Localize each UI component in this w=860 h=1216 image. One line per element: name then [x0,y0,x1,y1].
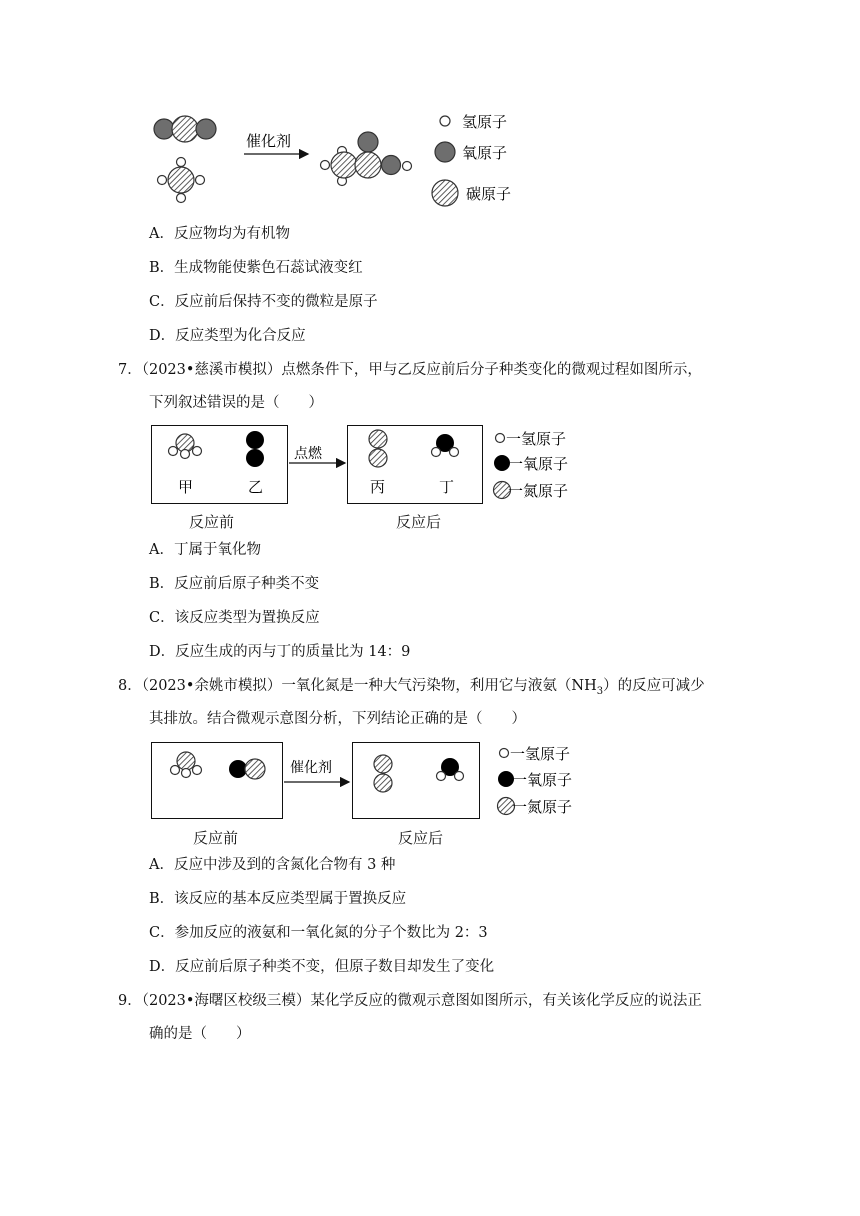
q8-option-a: A．反应中涉及到的含氮化合物有 3 种 [149,857,396,873]
oxygen-atom [246,431,264,449]
q7-reaction-diagram [151,425,591,505]
oxygen-atom [154,119,174,139]
label-yi: 乙 [248,478,264,496]
q6-option-a: A．反应物均为有机物 [149,226,290,242]
oxygen-atom [196,119,216,139]
q9-stem-line1: 9．（2023•海曙区校级三模）某化学反应的微观示意图如图所示，有关该化学反应的说法正 [118,993,702,1009]
q6-reaction-diagram [140,100,560,215]
q7-option-a: A．丁属于氧化物 [149,542,261,558]
condition-label: 点燃 [294,446,322,462]
hydrogen-atom [403,162,412,171]
q6-option-c: C．反应前后保持不变的微粒是原子 [149,294,378,310]
nitrogen-atom [374,755,392,773]
q8-option-c: C．参加反应的液氨和一氧化氮的分子个数比为 2：3 [149,925,488,941]
q7-stem-line2: 下列叙述错误的是（ ） [149,395,323,411]
hydrogen-atom [193,766,202,775]
product-h2o-molecule [437,758,464,781]
label-ding: 丁 [439,478,455,496]
q8-after-caption: 反应后 [398,829,444,847]
legend-carbon-label: 碳原子 [466,185,512,203]
product-h2o-molecule [432,434,459,457]
q7-option-d: D．反应生成的丙与丁的质量比为 14：9 [149,644,411,660]
label-bing: 丙 [370,478,386,496]
legend-oxygen-label: 氧原子 [462,144,508,162]
nitrogen-atom [177,752,195,770]
oxygen-atom [358,132,378,152]
legend-oxygen-label: 一氧原子 [508,455,569,473]
nitrogen-atom [245,759,265,779]
reactant-co2-molecule [154,116,216,142]
oxygen-atom [246,449,264,467]
q7-stem-line1: 7．（2023•慈溪市模拟）点燃条件下，甲与乙反应前后分子种类变化的微观过程如图所示， [118,362,702,378]
q7-after-caption: 反应后 [396,513,442,531]
nitrogen-atom [369,449,387,467]
legend-hydrogen-label: 一氢原子 [510,745,571,763]
q8-stem-line2: 其排放。结合微观示意图分析，下列结论正确的是（ ） [149,711,526,727]
hydrogen-atom [169,447,178,456]
oxygen-atom [229,760,247,778]
product-n2-molecule [374,755,392,792]
oxygen-atom [382,156,401,175]
hydrogen-atom [177,158,186,167]
q6-option-d: D．反应类型为化合反应 [149,328,306,344]
q8-option-d: D．反应前后原子种类不变，但原子数目却发生了变化 [149,959,495,975]
condition-label: 催化剂 [290,760,332,776]
carbon-atom [172,116,198,142]
q7-option-b: B．反应前后原子种类不变 [149,576,320,592]
hydrogen-atom [196,176,205,185]
q8-option-b: B．该反应的基本反应类型属于置换反应 [149,891,407,907]
legend-oxygen-label: 一氧原子 [512,771,573,789]
legend-nitrogen-label: 一氮原子 [508,482,569,500]
reactant-nh3-molecule [171,752,202,778]
legend-carbon-icon [432,180,458,206]
q8-stem-line1: 8．（2023•余姚市模拟）一氧化氮是一种大气污染物，利用它与液氨$(NH_3)$的反应可减少 [118,678,705,697]
hydrogen-atom [158,176,167,185]
legend-hydrogen-icon [500,749,509,758]
q8-reaction-diagram [151,742,591,822]
legend-oxygen-icon [435,142,455,162]
legend-hydrogen-label: 一氢原子 [506,430,567,448]
reactant-ch4-molecule [158,158,205,203]
legend-hydrogen-label: 氢原子 [462,113,508,131]
hydrogen-atom [193,447,202,456]
hydrogen-atom [437,772,446,781]
product-n2-molecule [369,430,387,467]
subscript: 3 [596,685,604,697]
label-jia: 甲 [178,478,194,496]
reactant-nh3-molecule [169,434,202,459]
carbon-atom [168,167,194,193]
reactant-no-molecule [229,759,265,779]
hydrogen-atom [432,448,441,457]
carbon-atom [331,152,357,178]
catalyst-label: 催化剂 [246,132,292,150]
hydrogen-atom [455,772,464,781]
reactant-o2-molecule [246,431,264,467]
legend-nitrogen-label: 一氮原子 [512,798,573,816]
q7-option-c: C．该反应类型为置换反应 [149,610,320,626]
hydrogen-atom [321,161,330,170]
nitrogen-atom [374,774,392,792]
product-molecule [321,132,412,186]
q6-option-b: B．生成物能使紫色石蕊试液变红 [149,260,363,276]
q7-before-caption: 反应前 [189,513,235,531]
q9-stem-line2: 确的是（ ） [149,1026,251,1042]
legend-hydrogen-icon [496,434,505,443]
hydrogen-atom [450,448,459,457]
hydrogen-atom [177,194,186,203]
hydrogen-atom [182,769,191,778]
nitrogen-atom [369,430,387,448]
q8-before-caption: 反应前 [193,829,239,847]
hydrogen-atom [171,766,180,775]
carbon-atom [355,152,381,178]
legend-hydrogen-icon [440,116,450,126]
hydrogen-atom [181,450,190,459]
